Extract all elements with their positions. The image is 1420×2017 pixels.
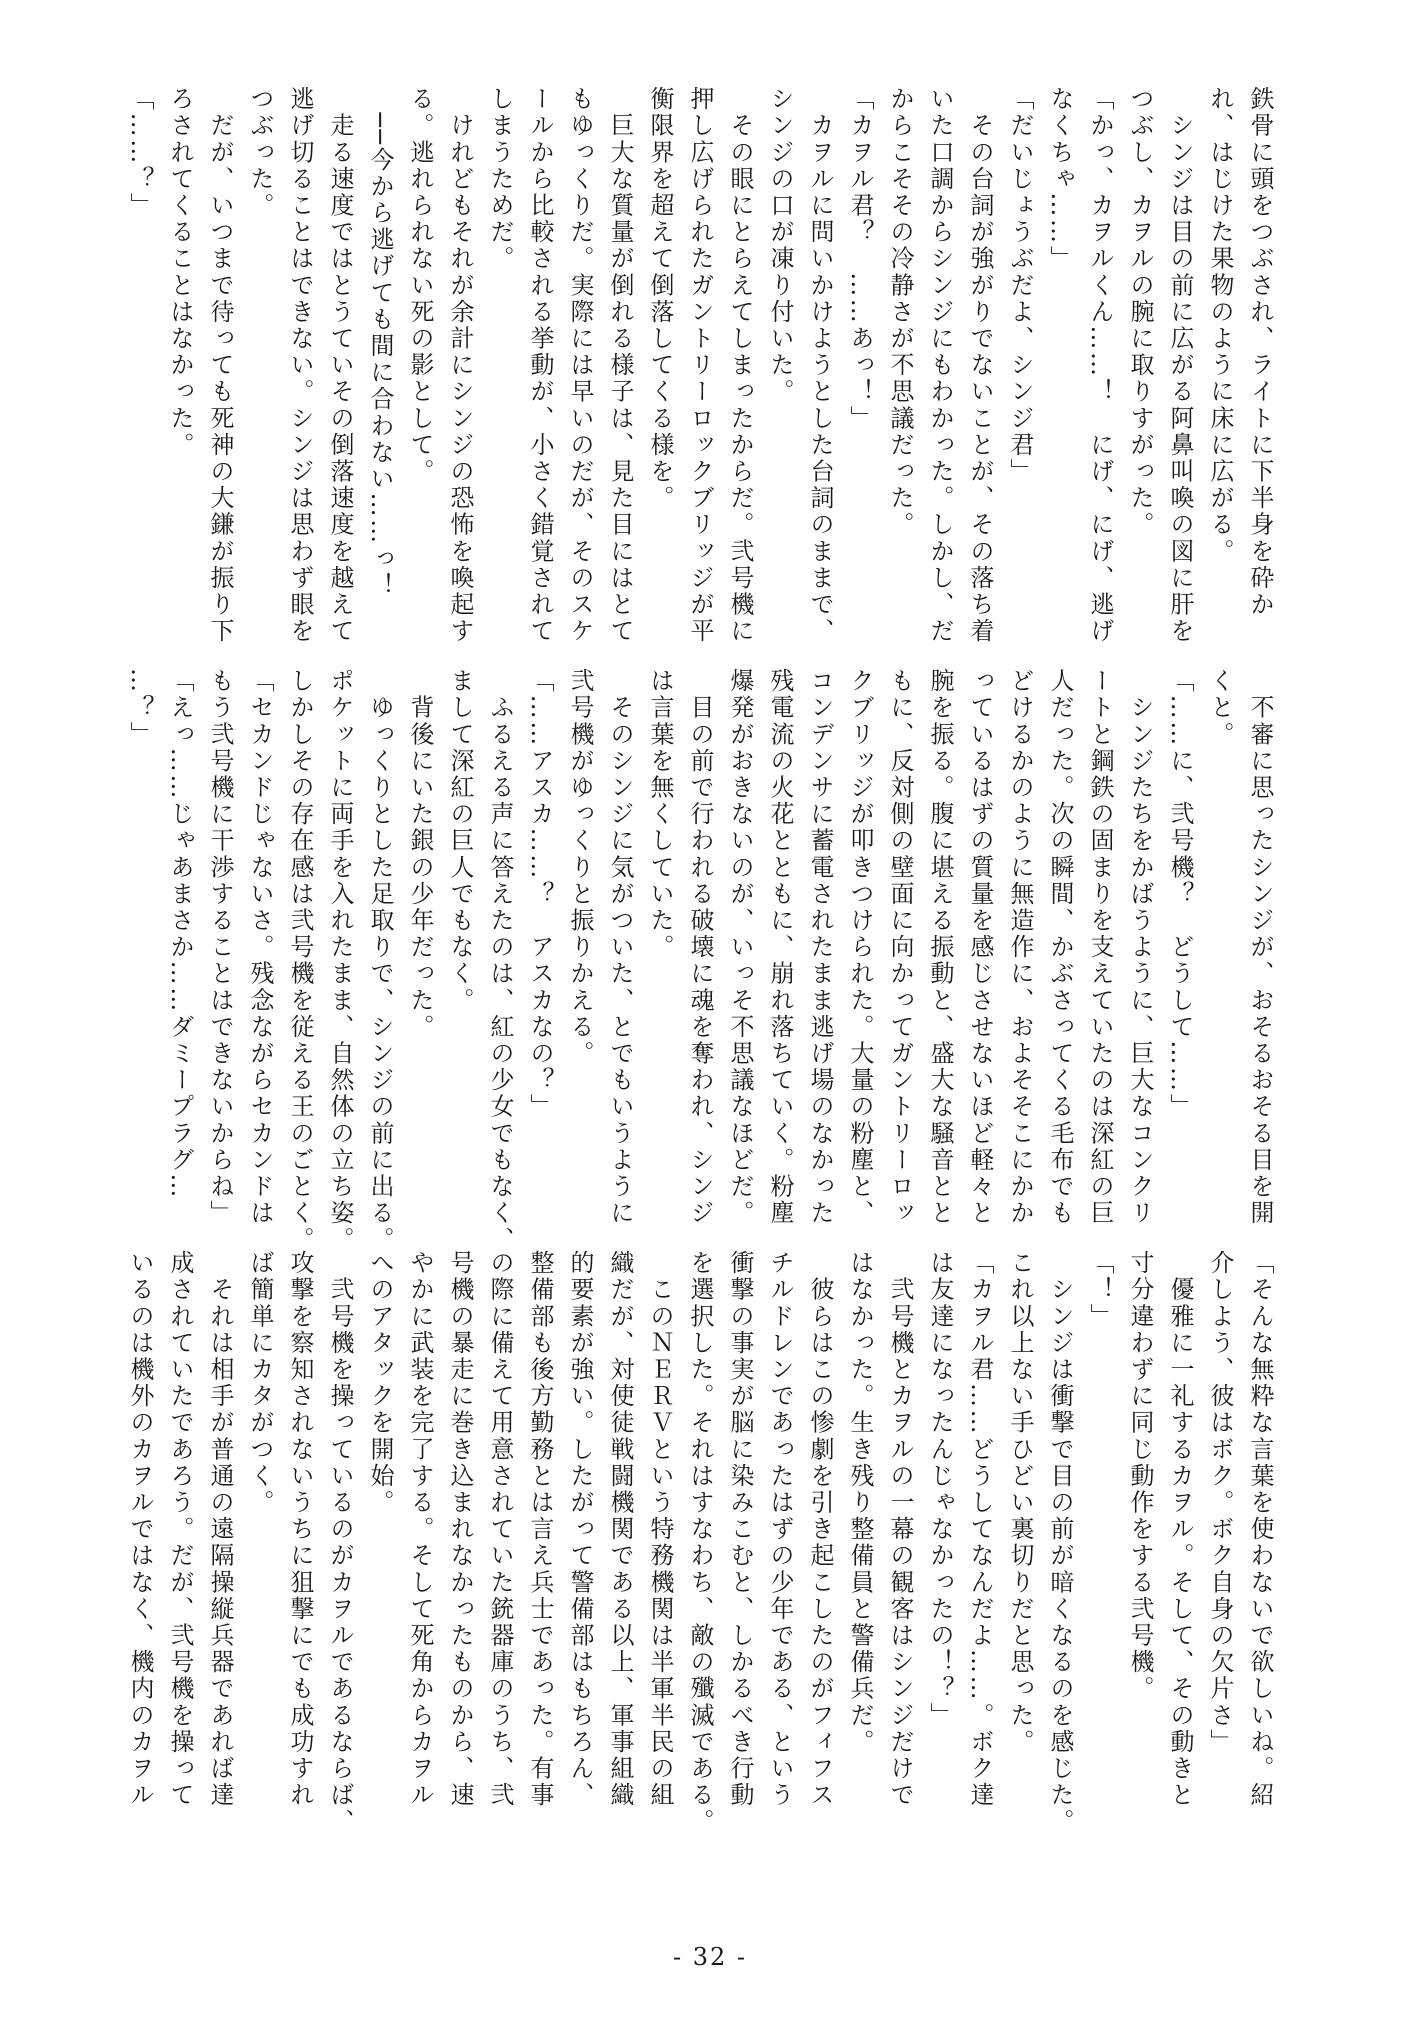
text-column: からこそその冷静さが不思議だった。 xyxy=(886,86,914,539)
text-column: このＮＥＲＶという特務機関は半軍半民の組 xyxy=(646,1250,674,1809)
text-column: いるのは機外のカヲルではなく、機内のカヲル xyxy=(126,1250,154,1809)
text-column: 「……？」 xyxy=(126,86,154,219)
text-column: 寸分違わずに同じ動作をする弐号機。 xyxy=(1126,1250,1154,1703)
text-column: は言葉を無くしていた。 xyxy=(646,668,674,961)
text-column: 成されていたであろう。だが、弐号機を操って xyxy=(166,1250,194,1809)
text-column: 弐号機がゆっくりと振りかえる。 xyxy=(566,668,594,1067)
text-column: 押し広げられたガントリーロックブリッジが平 xyxy=(686,86,714,645)
text-column: 爆発がおきないのが、いっそ不思議なほどだ。 xyxy=(726,668,754,1227)
text-column: ートと鋼鉄の固まりを支えていたのは深紅の巨 xyxy=(1086,668,1114,1227)
text-column: 彼らはこの惨劇を引き起こしたのがフィフス xyxy=(806,1250,834,1809)
text-block-middle xyxy=(126,668,1280,1254)
text-column: くと。 xyxy=(1206,668,1234,748)
text-column: 走る速度ではとうていその倒落速度を越えて xyxy=(326,86,354,645)
text-column: 「……アスカ……？ アスカなの？」 xyxy=(526,668,554,1121)
text-column: 「！」 xyxy=(1086,1250,1114,1330)
text-column: その台詞が強がりでないことが、その落ち着 xyxy=(966,86,994,645)
text-column: を選択した。それはすなわち、敵の殲滅である。 xyxy=(686,1250,714,1836)
text-column: いた口調からシンジにもわかった。しかし、だ xyxy=(926,86,954,645)
text-column: れ、はじけた果物のように床に広がる。 xyxy=(1206,86,1234,565)
text-column: 「……に、弐号機？ どうして……」 xyxy=(1166,668,1194,1121)
text-column: っているはずの質量を感じさせないほど軽々と xyxy=(966,668,994,1227)
text-column: 的要素が強い。したがって警備部はもちろん、 xyxy=(566,1250,594,1809)
text-column: ば簡単にカタがつく。 xyxy=(246,1250,274,1516)
text-column: つぶし、カヲルの腕に取りすがった。 xyxy=(1126,86,1154,539)
text-column: 号機の暴走に巻き込まれなかったものから、速 xyxy=(446,1250,474,1809)
text-column: ールから比較される挙動が、小さく錯覚されて xyxy=(526,86,554,645)
text-column: なくちゃ……」 xyxy=(1046,86,1074,273)
text-column: これ以上ない手ひどい裏切りだと思った。 xyxy=(1006,1250,1034,1756)
text-column: ──今から逃げても間に合わない……っ！ xyxy=(366,86,394,599)
text-column: 「そんな無粋な言葉を使わないで欲しいね。紹 xyxy=(1246,1250,1274,1809)
text-column: 不審に思ったシンジが、おそるおそる目を開 xyxy=(1246,668,1274,1227)
text-column: 逃げ切ることはできない。シンジは思わず眼を xyxy=(286,86,314,645)
text-column: へのアタックを開始。 xyxy=(366,1250,394,1516)
text-column: 攻撃を察知されないうちに狙撃にでも成功すれ xyxy=(286,1250,314,1809)
text-column: 腕を振る。腹に堪える振動と、盛大な騒音とと xyxy=(926,668,954,1227)
text-column: カヲルに問いかけようとした台詞のままで、 xyxy=(806,86,834,645)
text-column: 衡限界を超えて倒落してくる様を。 xyxy=(646,86,674,512)
text-column: 「かっ、カヲルくん……！ にげ、にげ、逃げ xyxy=(1086,86,1114,645)
text-column: けれどもそれが余計にシンジの恐怖を喚起す xyxy=(446,86,474,645)
text-column: ゆっくりとした足取りで、シンジの前に出る。 xyxy=(366,668,394,1254)
text-column: 弐号機を操っているのがカヲルであるならば、 xyxy=(326,1250,354,1836)
text-column: やかに武装を完了する。そして死角からカヲル xyxy=(406,1250,434,1809)
text-column: は友達になったんじゃなかったの！？」 xyxy=(926,1250,954,1729)
text-column: 人だった。次の瞬間、かぶさってくる毛布でも xyxy=(1046,668,1074,1227)
text-column: だが、いつまで待っても死神の大鎌が振り下 xyxy=(206,86,234,645)
text-column: …？」 xyxy=(126,668,154,748)
text-column: シンジの口が凍り付いた。 xyxy=(766,86,794,406)
text-column: 「カヲル君……どうしてなんだよ……。ボク達 xyxy=(966,1250,994,1809)
text-column: その眼にとらえてしまったからだ。弐号機に xyxy=(726,86,754,645)
text-column: そのシンジに気がついた、とでもいうように xyxy=(606,668,634,1227)
text-column: 優雅に一礼するカヲル。そして、その動きと xyxy=(1166,1250,1194,1809)
text-column: しかしその存在感は弐号機を従える王のごとく。 xyxy=(286,668,314,1254)
page-number: - 32 - xyxy=(672,1943,747,1971)
text-column: 「えっ……じゃあまさか……ダミープラグ… xyxy=(166,668,194,1200)
text-column: 織だが、対使徒戦闘機関である以上、軍事組織 xyxy=(606,1250,634,1809)
text-column: はなかった。生き残り整備員と警備兵だ。 xyxy=(846,1250,874,1756)
text-column: の際に備えて用意されていた銃器庫のうち、弐 xyxy=(486,1250,514,1809)
text-column: る。逃れられない死の影として。 xyxy=(406,86,434,485)
text-column: ふるえる声に答えたのは、紅の少女でもなく、 xyxy=(486,668,514,1254)
text-block-upper xyxy=(126,86,1280,646)
text-column: シンジは衝撃で目の前が暗くなるのを感じた。 xyxy=(1046,1250,1074,1836)
text-column: 介しよう、彼はボク。ボク自身の欠片さ」 xyxy=(1206,1250,1234,1756)
text-column: もう弐号機に干渉することはできないからね」 xyxy=(206,668,234,1227)
text-column: しまうためだ。 xyxy=(486,86,514,273)
text-column: どけるかのように無造作に、およそそこにかか xyxy=(1006,668,1034,1227)
text-column: もゆっくりだ。実際には早いのだが、そのスケ xyxy=(566,86,594,645)
text-column: 巨大な質量が倒れる様子は、見た目にはとて xyxy=(606,86,634,645)
text-column: 背後にいた銀の少年だった。 xyxy=(406,668,434,1041)
text-column: まして深紅の巨人でもなく。 xyxy=(446,668,474,1014)
text-column: 「だいじょうぶだよ、シンジ君」 xyxy=(1006,86,1034,485)
text-column: 弐号機とカヲルの一幕の観客はシンジだけで xyxy=(886,1250,914,1809)
text-column: チルドレンであったはずの少年である、という xyxy=(766,1250,794,1809)
text-column: コンデンサに蓄電されたまま逃げ場のなかった xyxy=(806,668,834,1227)
text-column: 衝撃の事実が脳に染みこむと、しかるべき行動 xyxy=(726,1250,754,1809)
text-column: ろされてくることはなかった。 xyxy=(166,86,194,459)
text-column: クブリッジが叩きつけられた。大量の粉塵と、 xyxy=(846,668,874,1227)
text-column: もに、反対側の壁面に向かってガントリーロッ xyxy=(886,668,914,1227)
text-column: つぶった。 xyxy=(246,86,274,219)
text-column: 目の前で行われる破壊に魂を奪われ、シンジ xyxy=(686,668,714,1227)
text-column: 残電流の火花とともに、崩れ落ちていく。粉塵 xyxy=(766,668,794,1227)
text-column: シンジは目の前に広がる阿鼻叫喚の図に肝を xyxy=(1166,86,1194,645)
text-column: 「カヲル君？ ……あっ！」 xyxy=(846,86,874,432)
text-column: ポケットに両手を入れたまま、自然体の立ち姿。 xyxy=(326,668,354,1254)
text-column: シンジたちをかばうように、巨大なコンクリ xyxy=(1126,668,1154,1227)
text-block-lower xyxy=(126,1250,1280,1836)
text-column: 「セカンドじゃないさ。残念ながらセカンドは xyxy=(246,668,274,1227)
text-column: 整備部も後方勤務とは言え兵士であった。有事 xyxy=(526,1250,554,1809)
text-column: 鉄骨に頭をつぶされ、ライトに下半身を砕か xyxy=(1246,86,1274,618)
text-column: それは相手が普通の遠隔操縦兵器であれば達 xyxy=(206,1250,234,1809)
